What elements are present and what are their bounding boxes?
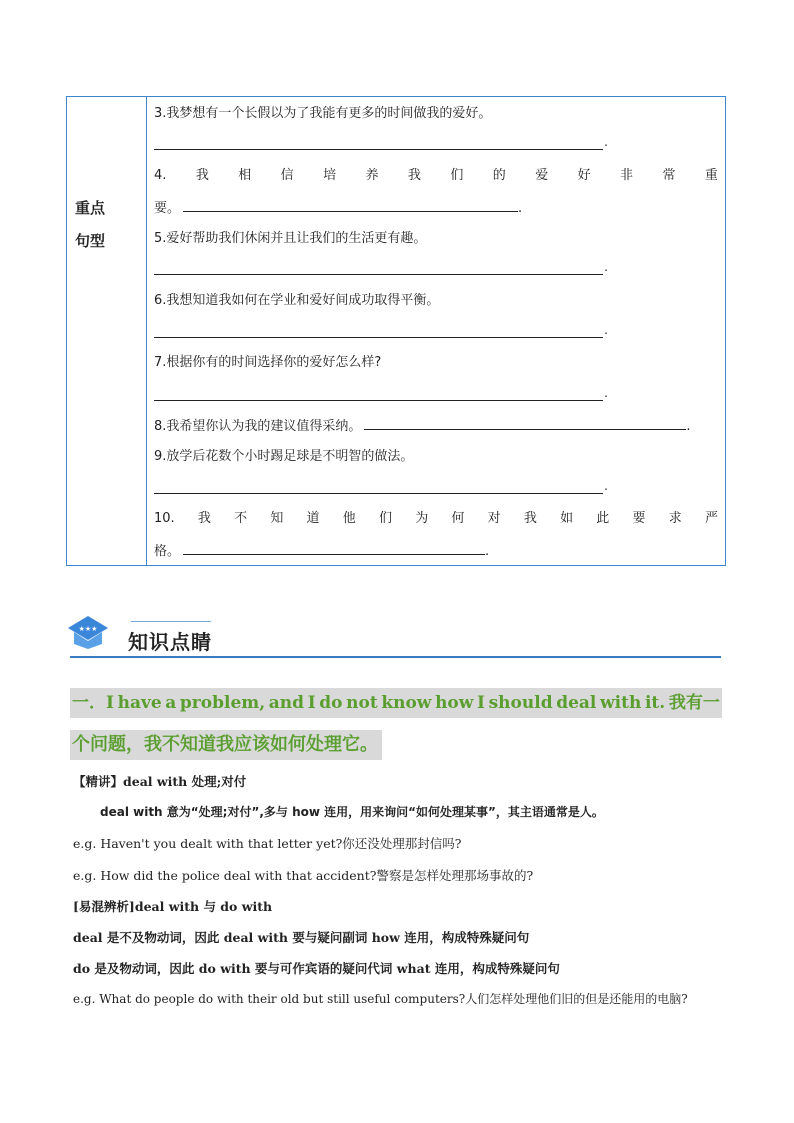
key-sentence-line-2: 个问题，我不知道我应该如何处理它。: [70, 730, 382, 760]
item-8-answer-line[interactable]: [364, 417, 686, 430]
key-sentence-word: 我有一: [668, 693, 720, 713]
item-10-char: 如: [560, 511, 574, 526]
item-4-char: 好: [577, 168, 591, 183]
item-4-prompt: [154, 167, 718, 185]
item-4-continuation: 要。 .: [154, 201, 523, 216]
item-10-char: 10.: [154, 511, 175, 526]
item-8-prompt: 8.我希望你认为我的建议值得采纳。 .: [154, 419, 691, 434]
confusion-point-2: do 是及物动词，因此 do with 要与可作宾语的疑问代词 what 连用，构成特殊疑问句: [73, 961, 560, 976]
key-sentence-word: I: [477, 693, 485, 713]
item-5-answer-line[interactable]: [154, 260, 603, 275]
item-10-char: 知: [270, 511, 284, 526]
sentence-pattern-table: [66, 96, 726, 566]
table-label-cell: [67, 97, 147, 565]
table-content-cell: [147, 97, 725, 565]
item-10-char: 此: [596, 511, 610, 526]
item-8-text: 8.我希望你认为我的建议值得采纳。: [154, 419, 362, 434]
key-sentence-word: with: [600, 693, 642, 713]
explanation-text: deal with 意为“处理;对付”,多与 how 连用，用来询问“如何处理某事”，其主语通常是人。: [100, 805, 604, 819]
explanation-title: 【精讲】deal with 处理;对付: [73, 774, 247, 789]
item-4-char: 非: [620, 168, 634, 183]
key-sentence-word: problem,: [179, 693, 266, 713]
key-sentence-line-1: [70, 688, 722, 718]
item-10-answer-line[interactable]: [183, 542, 485, 555]
item-3-answer-line[interactable]: [154, 135, 603, 150]
item-7-prompt: 7.根据你有的时间选择你的爱好怎么样?: [154, 355, 382, 370]
item-4-char: 信: [280, 168, 294, 183]
key-sentence-word: 一．I: [72, 693, 114, 713]
label-line-1: 重点: [75, 199, 106, 217]
item-10-prompt: [154, 510, 718, 528]
item-4-char: 重: [704, 168, 718, 183]
item-4-char: 的: [492, 168, 506, 183]
item-6-answer-line[interactable]: [154, 323, 603, 338]
example-1: e.g. Haven't you dealt with that letter yet?你还没处理那封信吗?: [73, 836, 462, 851]
confusion-title: [易混辨析]deal with 与 do with: [73, 899, 273, 914]
confusion-point-1: deal 是不及物动词，因此 deal with 要与疑问副词 how 连用，构成特殊疑问句: [73, 930, 530, 945]
item-7-answer-line[interactable]: [154, 386, 603, 401]
item-10-char: 不: [234, 511, 248, 526]
example-3: e.g. What do people do with their old but still useful computers?人们怎样处理他们旧的但是还能用的电脑?: [73, 992, 688, 1006]
item-4-char: 爱: [535, 168, 549, 183]
item-4-cont-text: 要。: [154, 201, 181, 216]
key-sentence-word: it.: [644, 693, 666, 713]
item-4-char: 我: [407, 168, 421, 183]
key-sentence-word: have: [117, 693, 162, 713]
item-4-char: 4.: [154, 168, 167, 183]
item-9-answer-line[interactable]: [154, 479, 603, 494]
item-5-prompt: 5.爱好帮助我们休闲并且让我们的生活更有趣。: [154, 231, 427, 246]
key-sentence-word: a: [165, 693, 177, 713]
key-sentence-word: do: [319, 693, 343, 713]
key-sentence-word: should: [488, 693, 553, 713]
item-4-answer-line[interactable]: [183, 199, 518, 212]
item-10-char: 何: [451, 511, 465, 526]
example-2: e.g. How did the police deal with that accident?警察是怎样处理那场事故的?: [73, 868, 534, 883]
key-sentence-word: and: [268, 693, 305, 713]
title-overline: [131, 621, 211, 622]
item-9-prompt: 9.放学后花数个小时踢足球是不明智的做法。: [154, 449, 414, 464]
graduation-cap-icon: [67, 614, 109, 650]
item-3-prompt: 3.我梦想有一个长假以为了我能有更多的时间做我的爱好。: [154, 106, 492, 121]
key-sentence-word: I: [307, 693, 316, 713]
item-6-prompt: 6.我想知道我如何在学业和爱好间成功取得平衡。: [154, 293, 440, 308]
item-10-continuation: 格。 .: [154, 544, 490, 559]
item-10-char: 求: [668, 511, 682, 526]
item-4-char: 养: [365, 168, 379, 183]
section-divider: [70, 656, 721, 658]
item-10-char: 对: [487, 511, 501, 526]
item-4-char: 培: [323, 168, 337, 183]
item-10-char: 们: [378, 511, 392, 526]
item-10-cont-text: 格。: [154, 544, 181, 559]
key-sentence-word: deal: [556, 693, 597, 713]
svg-text:★★★: ★★★: [78, 625, 98, 633]
key-sentence-word: how: [435, 693, 474, 713]
item-10-char: 要: [632, 511, 646, 526]
item-10-char: 我: [197, 511, 211, 526]
item-10-char: 我: [523, 511, 537, 526]
section-title: 知识点睛: [128, 630, 212, 654]
item-10-char: 他: [342, 511, 356, 526]
item-10-char: 为: [415, 511, 429, 526]
item-4-char: 们: [450, 168, 464, 183]
key-sentence-word: know: [381, 693, 432, 713]
item-4-char: 相: [238, 168, 252, 183]
item-10-char: 道: [306, 511, 320, 526]
item-4-char: 常: [662, 168, 676, 183]
item-10-char: 严: [704, 511, 718, 526]
label-line-2: 句型: [75, 232, 106, 250]
key-sentence-word: not: [346, 693, 378, 713]
item-4-char: 我: [195, 168, 209, 183]
